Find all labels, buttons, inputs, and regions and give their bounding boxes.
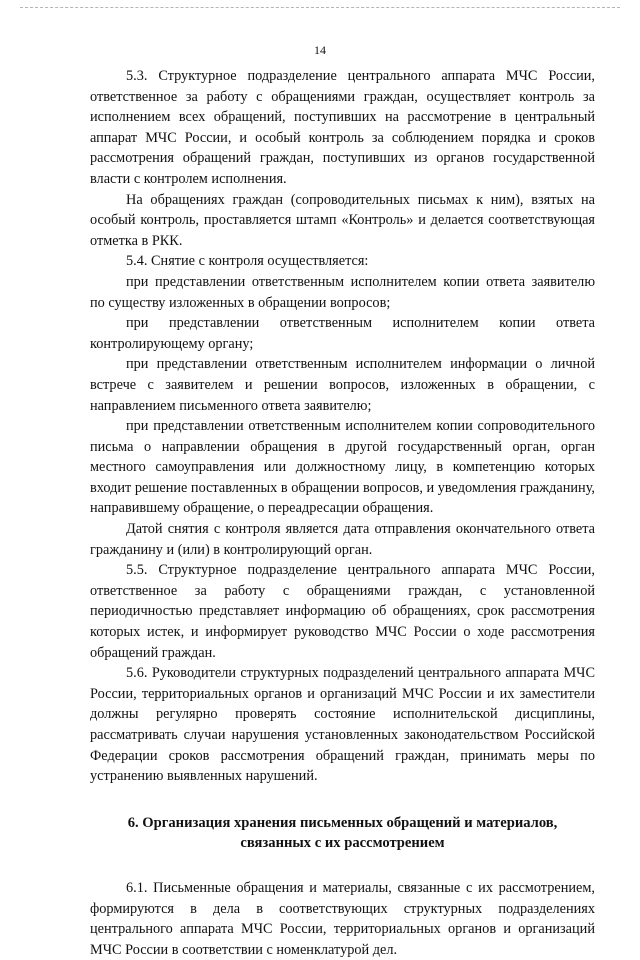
paragraph-removal-case-1: при представлении ответственным исполнителем копии ответа заявителю по существу изложенных в обращении вопросов; [90,273,595,311]
document-body [90,66,595,960]
paragraph-5-3: 5.3. Структурное подразделение центрального аппарата МЧС России, ответственное за работу с обращениями граждан, осуществляет контроль за исполнением всех обращений, поступивших на рассмотрение в центральный аппарат МЧС России, и особый контроль за соблюдением порядка и сроков рассмотрения обращений граждан, поступивших из органов государственной власти с контролем исполнения. [90,68,595,187]
paragraph-5-5: 5.5. Структурное подразделение центрального аппарата МЧС России, ответственное за работу с обращениями граждан, с установленной периодичностью представляет информацию об обращениях, срок рассмотрения которых истек, и информирует руководство МЧС России о ходе рассмотрения обращений граждан. [90,562,595,661]
page-number: 14 [314,43,326,57]
scan-edge-line [20,7,620,8]
paragraph-6-1: 6.1. Письменные обращения и материалы, связанные с их рассмотрением, формируются в дела в соответствующих структурных подразделениях центрального аппарата МЧС России, территориальных органов и организаций МЧС России в соответствии с номенклатурой дел. [90,879,595,958]
paragraph-removal-case-2: при представлении ответственным исполнителем копии ответа контролирующему органу; [90,315,595,352]
paragraph-removal-case-3: при представлении ответственным исполнителем информации о личной встрече с заявителем и решении вопросов, изложенных в обращении, с направлением письменного ответа заявителю; [90,356,595,414]
section-6-heading [90,813,595,854]
paragraph-removal-date: Датой снятия с контроля является дата отправления окончательного ответа гражданину и (или) в контролирующий орган. [90,521,595,558]
section-6-heading-line-2: связанных с их рассмотрением [240,835,445,852]
paragraph-5-4: 5.4. Снятие с контроля осуществляется: [126,253,369,270]
paragraph-removal-case-4: при представлении ответственным исполнителем копии сопроводительного письма о направлении обращения в другой государственный орган, орган местного самоуправления или должностному лицу, в компетенцию которых входит решение поставленных в обращении вопросов, и уведомления гражданину, направившему обращение, о переадресации обращения. [90,418,595,517]
section-6-heading-line-1: 6. Организация хранения письменных обращений и материалов, [127,814,558,831]
paragraph-control-stamp: На обращениях граждан (сопроводительных письмах к ним), взятых на особый контроль, проставляется штамп «Контроль» и делается соответствующая отметка в РКК. [90,191,595,249]
paragraph-5-6: 5.6. Руководители структурных подразделений центрального аппарата МЧС России, территориальных органов и организаций МЧС России и их заместители должны регулярно проверять состояние исполнительской дисциплины, рассматривать случаи нарушения установленных законодательством Российской Федерации сроков рассмотрения обращений граждан, принимать меры по устранению выявленных нарушений. [90,665,595,785]
